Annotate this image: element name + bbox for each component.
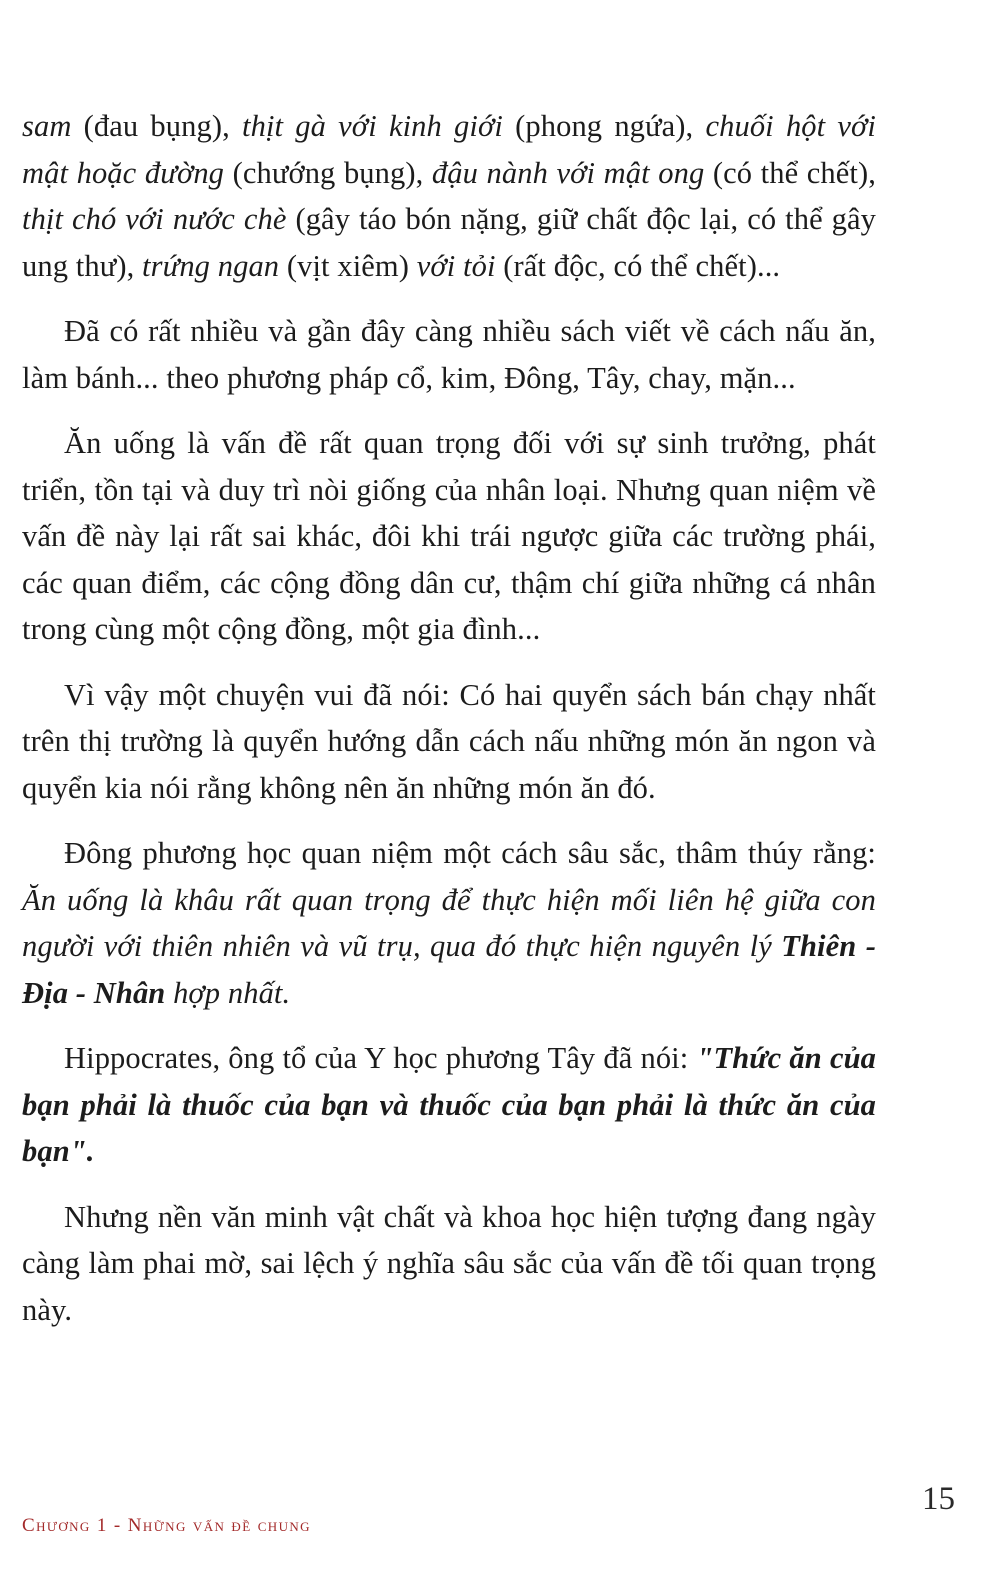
text-run: Nhưng nền văn minh vật chất và khoa học hiện tượng đang ngày càng làm phai mờ, sai lệch ý nghĩa sâu sắc của vấn đề tối quan trọng này. — [22, 1199, 876, 1327]
paragraph-2 — [22, 308, 876, 401]
text-run: thịt chó với nước chè — [22, 202, 287, 236]
text-run: (vịt xiêm) — [279, 248, 417, 283]
text-run: (phong ngứa), — [502, 109, 706, 143]
text-run: (gây táo bón nặng, giữ chất độc lại, có thể gây ung thư), — [22, 202, 876, 283]
text-run: Thiên - Địa - Nhân — [22, 929, 876, 1010]
text-run: với tỏi — [416, 248, 496, 283]
text-run: đậu nành với mật ong — [431, 155, 705, 190]
running-footer-chapter: Chương 1 - Những vấn đề chung — [22, 1515, 311, 1536]
paragraph-1 — [22, 103, 876, 289]
text-run: (rất độc, có thể chết)... — [495, 248, 781, 283]
text-run: hợp nhất. — [165, 975, 291, 1010]
text-run: Ăn uống là vấn đề rất quan trọng đối với sự sinh trưởng, phát triển, tồn tại và duy trì nòi giống của nhân loại. Nhưng quan niệm về vấn đề này lại rất sai khác, đôi khi trái ngược giữa các trường phái, các quan điểm, các cộng đồng dân cư, thậm chí giữa những cá nhân trong cùng một cộng đồng, một gia đình... — [22, 426, 876, 646]
text-run: sam — [22, 109, 72, 143]
text-run: "Thức ăn của bạn phải là thuốc của bạn và thuốc của bạn phải là thức ăn của bạn". — [22, 1041, 877, 1168]
paragraph-3 — [22, 420, 876, 653]
body-text — [22, 103, 876, 1352]
paragraph-6 — [22, 1035, 876, 1175]
text-run: Ăn uống là khâu rất quan trọng để thực hiện mối liên hệ giữa con người với thiên nhiên và vũ trụ, qua đó thực hiện nguyên lý — [22, 882, 876, 963]
paragraph-5 — [22, 830, 876, 1016]
page-number: 15 — [922, 1481, 955, 1517]
paragraph-4 — [22, 672, 876, 812]
text-run: chuối hột với mật hoặc đường — [22, 109, 876, 190]
text-run: (có thể chết), — [704, 155, 876, 190]
text-run: Đông phương học quan niệm một cách sâu sắc, thâm thúy rằng: — [64, 836, 876, 870]
text-run: (đau bụng), — [71, 109, 243, 143]
text-run: trứng ngan — [142, 248, 280, 283]
text-run: Hippocrates, ông tổ của Y học phương Tây đã nói: — [64, 1041, 697, 1075]
paragraph-7 — [22, 1194, 876, 1334]
text-run: Đã có rất nhiều và gần đây càng nhiều sách viết về cách nấu ăn, làm bánh... theo phương pháp cổ, kim, Đông, Tây, chay, mặn... — [22, 314, 876, 395]
text-run: thịt gà với kinh giới — [242, 109, 503, 143]
text-run: Vì vậy một chuyện vui đã nói: Có hai quyển sách bán chạy nhất trên thị trường là quyển hướng dẫn cách nấu những món ăn ngon và quyển kia nói rằng không nên ăn những món ăn đó. — [22, 677, 876, 805]
text-run: (chướng bụng), — [224, 155, 432, 190]
